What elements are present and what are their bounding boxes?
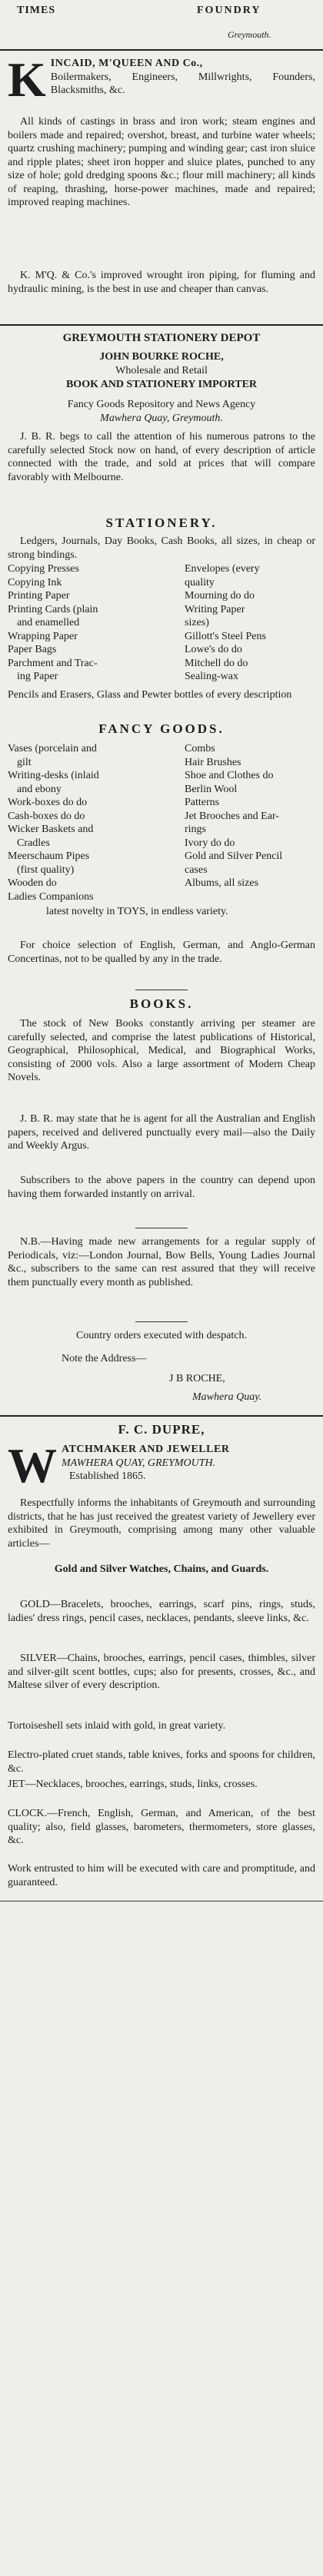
subscribers-note: Subscribers to the above papers in the country can depend upon having them forwarded instantly on arrival.	[8, 1175, 315, 1200]
fancy-row: Cradles Ivory do do	[17, 837, 235, 849]
kincaid-drop-cap: K	[8, 52, 46, 107]
clipped-header	[0, 0, 323, 46]
note-address: Note the Address—	[62, 1353, 147, 1364]
depot-importer: BOOK AND STATIONERY IMPORTER	[65, 379, 258, 390]
stationery-list	[8, 562, 315, 684]
fancy-row: gilt Hair Brushes	[17, 756, 241, 768]
section-rule-1	[0, 324, 323, 326]
kincaid-trades: Boilermakers, Engineers, Millwrights, Founders, Blacksmiths, &c.	[50, 71, 315, 96]
dupre-gold-heading: Gold and Silver Watches, Chains, and Guards.	[54, 1563, 269, 1575]
fancy-row: Wooden do Albums, all sizes	[8, 877, 259, 889]
signature-name: J B ROCHE,	[169, 1373, 225, 1384]
dupre-item-tortoiseshell: Tortoiseshell sets inlaid with gold, in great variety.	[8, 1720, 226, 1732]
kincaid-note: K. M'Q. & Co.'s improved wrought iron piping, for fluming and hydraulic mining, is the best in use and cheaper than canvas.	[8, 270, 315, 295]
short-rule	[135, 1321, 188, 1322]
stationery-row: Paper Bags Lowe's do do	[8, 644, 242, 655]
section-rule-2	[0, 1415, 323, 1417]
kincaid-body: All kinds of castings in brass and iron work; steam engines and boilers made and repaired; overshot, breast, and turbine water wheels; quartz crushing machinery; pumping and winding gear; cast iron sluice and ripple plates; sheet iron hopper and sluice plates, punched to any size of hole; gold dredging spoons &c.; flour mill machinery; all kinds of reaping, thrashing, horse-power machines, made and repaired; improved reaping machines.	[8, 116, 315, 208]
fancy-row: Cash-boxes do do Jet Brooches and Ear-	[8, 810, 279, 822]
stationery-tail: Pencils and Erasers, Glass and Pewter bottles of every description	[8, 689, 292, 701]
header-right: FOUNDRY	[197, 5, 261, 16]
dupre-address: MAWHERA QUAY, GREYMOUTH.	[62, 1457, 216, 1469]
dupre-item-silver: SILVER—Chains, brooches, earrings, pencil cases, thimbles, silver and silver-gilt scent bottles, cups; also for presents, crosses, &c., and Maltese silver of every description.	[8, 1653, 315, 1691]
header-sub: Greymouth.	[228, 29, 271, 40]
fancy-row: Work-boxes do do Patterns	[8, 797, 220, 808]
header-left: TIMES	[17, 5, 56, 16]
depot-owner: JOHN BOURKE ROCHE,	[99, 351, 224, 363]
fancy-row: (first quality) cases	[17, 864, 208, 876]
nb-note: N.B.—Having made new arrangements for a regular supply of Periodicals, viz:—London Journal, Bow Bells, Young Ladies Journal &c., subscribers to the same can rest assured that they will receive them punctually every month as published.	[8, 1236, 315, 1288]
depot-trade: Wholesale and Retail	[115, 365, 208, 376]
dupre-item-clock: CLOCK.—French, English, German, and American, of the best quality; also, field glasses, barometers, thermometers, store glasses, &c.	[8, 1808, 315, 1846]
depot-address: Mawhera Quay, Greymouth.	[100, 413, 223, 424]
stationery-lead: Ledgers, Journals, Day Books, Cash Books, all sizes, in cheap or strong bindings.	[8, 535, 315, 561]
dupre-title: ATCHMAKER AND JEWELLER	[62, 1444, 230, 1455]
fancy-row: Vases (porcelain and Combs	[8, 743, 215, 754]
stationery-row: Copying Presses Envelopes (every	[8, 563, 260, 575]
kincaid-title: INCAID, M'QUEEN AND Co.,	[50, 58, 203, 69]
stationery-row: Parchment and Trac- Mitchell do do	[8, 657, 248, 669]
fancy-row: Ladies Companions	[8, 890, 94, 903]
stationery-row: Wrapping Paper Gillott's Steel Pens	[8, 630, 266, 642]
country-orders: Country orders executed with despatch.	[76, 1330, 247, 1341]
fancy-row: Writing-desks (inlaid Shoe and Clothes do	[8, 770, 274, 781]
depot-intro: J. B. R. begs to call the attention of his numerous patrons to the carefully selected Stock now on hand, of every description of article connected with the trade, and sold at prices that will compare favorably with Melbourne.	[8, 431, 315, 483]
concertina-note: For choice selection of English, German, and Anglo-German Concertinas, not to be qualled by any in the trade.	[8, 940, 315, 965]
depot-title: GREYMOUTH STATIONERY DEPOT	[62, 332, 261, 344]
agent-body: J. B. R. may state that he is agent for all the Australian and English papers, received and delivered punctually every mail—also the Daily and Weekly Argus.	[8, 1113, 315, 1152]
dupre-established: Established 1865.	[69, 1470, 146, 1482]
dupre-intro: Respectfully informs the inhabitants of Greymouth and surrounding districts, that he has just received the greatest variety of Jewellery ever exhibited in Greymouth, comprising among many other valuable articles—	[8, 1497, 315, 1550]
stationery-heading: STATIONERY.	[105, 516, 218, 530]
fancy-row: Meerschaum Pipes Gold and Silver Pencil	[8, 850, 283, 862]
books-heading: BOOKS.	[129, 996, 194, 1011]
signature-place: Mawhera Quay.	[192, 1391, 262, 1403]
fancy-list	[8, 742, 315, 903]
dupre-name: F. C. DUPRE,	[118, 1422, 205, 1437]
dupre-drop-cap: W	[8, 1438, 57, 1493]
dupre-item-electroplate: Electro-plated cruet stands, table knives, forks and spoons for children, &c.	[8, 1749, 315, 1775]
dupre-title-block	[8, 1438, 315, 1493]
dupre-guarantee: Work entrusted to him will be executed with care and promptitude, and guaranteed.	[8, 1863, 315, 1888]
depot-agency: Fancy Goods Repository and News Agency	[67, 399, 256, 410]
fancy-row: and ebony Berlin Wool	[17, 783, 238, 795]
stationery-row: ing Paper Sealing-wax	[17, 671, 238, 682]
dupre-item-gold: GOLD—Bracelets, brooches, earrings, scarf pins, rings, studs, ladies' dress rings, pencil cases, necklaces, pendants, sleeve links, &c.	[8, 1599, 315, 1624]
stationery-row: and enamelled sizes)	[17, 617, 209, 628]
books-body: The stock of New Books constantly arriving per steamer are carefully selected, and comprise the latest publications of Historical, Geographical, Philosophical, Medical, and Biographical Works, consisting of 2000 vols. Also a large assortment of Modern Cheap Novels.	[8, 1018, 315, 1083]
fancy-heading: FANCY GOODS.	[98, 721, 225, 736]
stationery-row: Copying Ink quality	[8, 576, 215, 588]
fancy-tail: latest novelty in TOYS, in endless variety.	[46, 906, 228, 917]
dupre-item-jet: JET—Necklaces, brooches, earrings, studs, links, crosses.	[8, 1779, 258, 1790]
stationery-row: Printing Paper Mourning do do	[8, 590, 255, 602]
header-rule	[0, 49, 323, 51]
kincaid-title-block	[8, 52, 315, 107]
fancy-row: Wicker Baskets and rings	[8, 824, 206, 835]
stationery-row: Printing Cards (plain Writing Paper	[8, 603, 245, 615]
